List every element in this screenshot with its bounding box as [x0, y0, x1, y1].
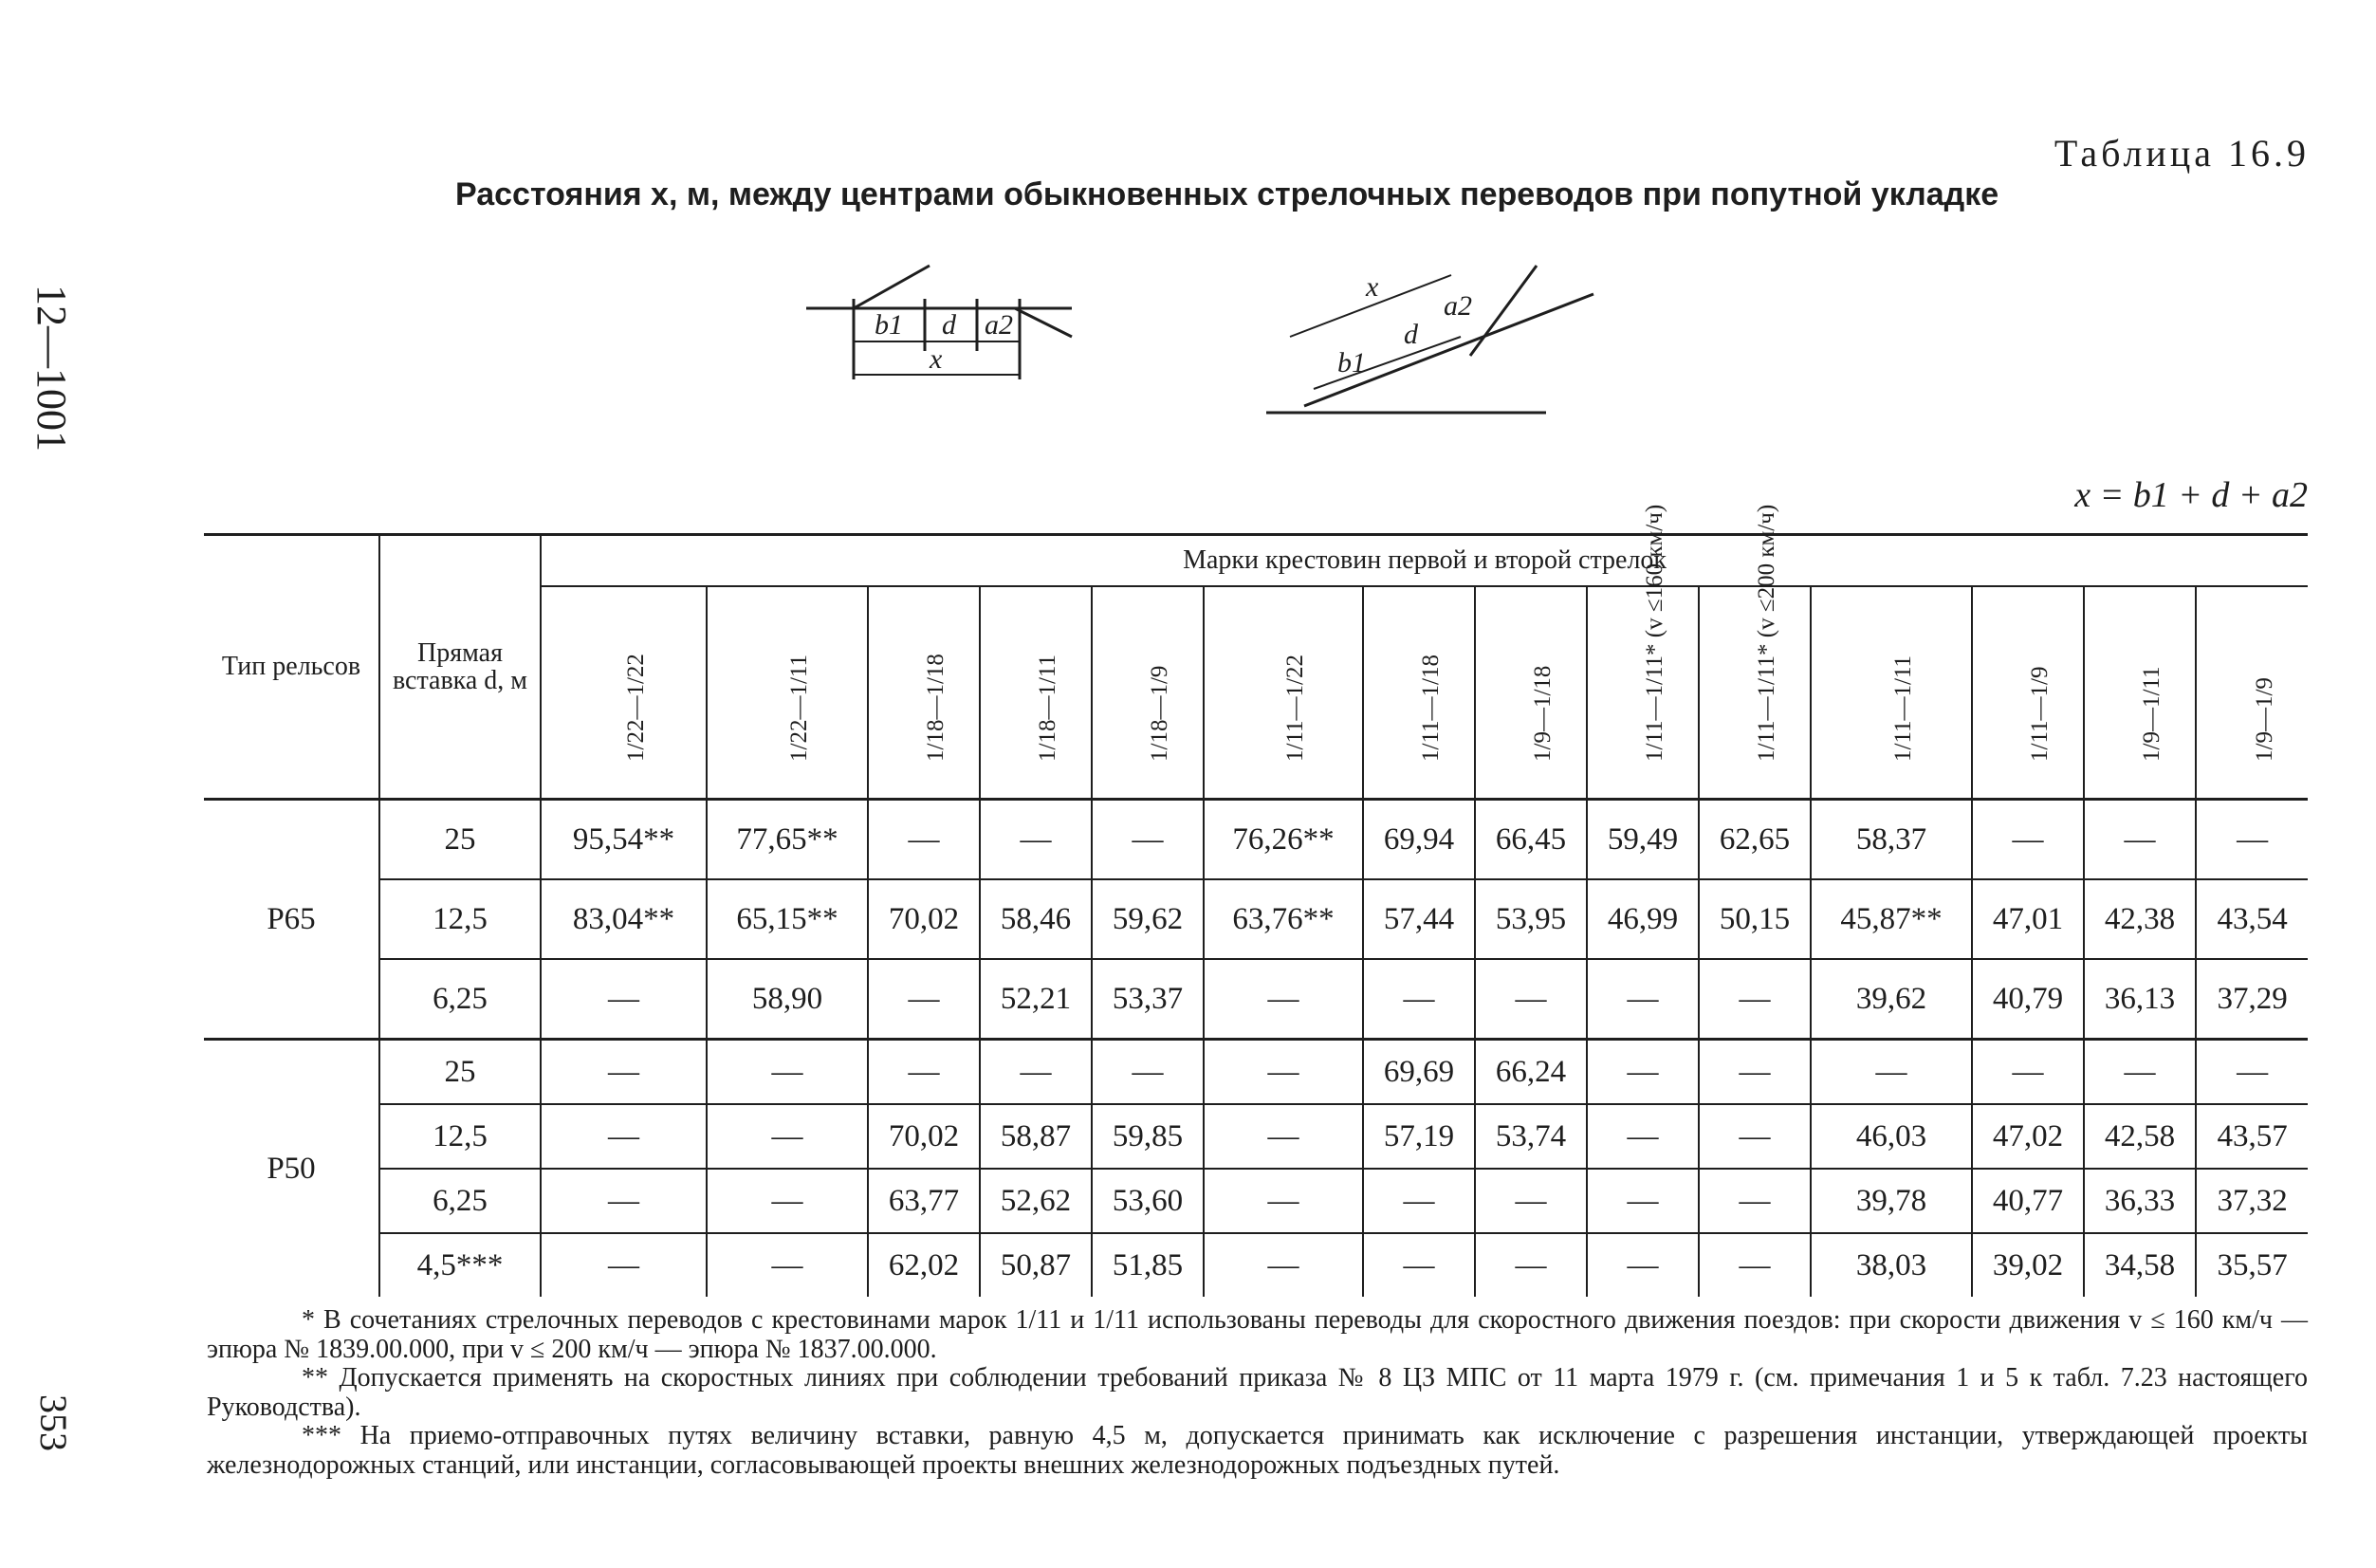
distance-cell: 58,37	[1811, 800, 1972, 880]
distance-cell: —	[541, 959, 707, 1040]
distance-cell: —	[1699, 959, 1811, 1040]
distance-cell: —	[1204, 1233, 1363, 1297]
distance-cell: 46,99	[1587, 879, 1699, 959]
distance-cell: —	[1204, 1169, 1363, 1233]
distance-cell: 43,54	[2196, 879, 2308, 959]
distance-cell: 77,65**	[707, 800, 868, 880]
distance-cell: —	[707, 1040, 868, 1105]
distance-cell: 70,02	[868, 879, 980, 959]
distance-cell: 39,02	[1972, 1233, 2084, 1297]
table-row	[204, 1040, 2308, 1105]
diagram-left-d: d	[942, 309, 956, 341]
distance-cell: —	[1475, 959, 1587, 1040]
distance-cell: 57,19	[1363, 1104, 1475, 1169]
column-header: 1/18—1/18	[923, 653, 949, 762]
distance-cell: —	[2196, 1040, 2308, 1105]
distance-cell: 59,62	[1092, 879, 1204, 959]
distance-cell: —	[541, 1233, 707, 1297]
distance-cell: 51,85	[1092, 1233, 1204, 1297]
diagram-right-x: x	[1366, 271, 1379, 303]
distance-cell: 76,26**	[1204, 800, 1363, 880]
distance-cell: —	[1204, 1040, 1363, 1105]
distance-cell: —	[868, 959, 980, 1040]
footnote: * В сочетаниях стрелочных переводов с крестовинами марок 1/11 и 1/11 использованы переводы для скоростного движения поездов: при скорости движения v ≤ 160 км/ч — эпюра № 1839.00.000, при v ≤ 200 км/ч — эпюра № 1837.00.000.	[207, 1305, 2308, 1364]
distance-cell: 63,76**	[1204, 879, 1363, 959]
table-label: Таблица 16.9	[2054, 132, 2310, 175]
table-row	[204, 959, 2308, 1040]
rail-type-cell: Р50	[204, 1040, 379, 1298]
distance-cell: 38,03	[1811, 1233, 1972, 1297]
distance-cell: —	[1363, 1233, 1475, 1297]
distance-cell: —	[707, 1104, 868, 1169]
distance-cell: —	[2084, 1040, 2196, 1105]
distance-cell: 53,60	[1092, 1169, 1204, 1233]
distance-cell: 53,37	[1092, 959, 1204, 1040]
distance-cell: 69,69	[1363, 1040, 1475, 1105]
distance-cell: 40,79	[1972, 959, 2084, 1040]
distance-cell: 37,32	[2196, 1169, 2308, 1233]
distance-cell: 42,38	[2084, 879, 2196, 959]
distance-cell: 63,77	[868, 1169, 980, 1233]
distance-cell: —	[1587, 1040, 1699, 1105]
distance-cell: 45,87**	[1811, 879, 1972, 959]
margin-document-code: 12—1001	[28, 285, 75, 452]
distance-cell: 52,21	[980, 959, 1092, 1040]
column-header: 1/11—1/11	[1890, 655, 1916, 762]
distance-cell: 53,95	[1475, 879, 1587, 959]
distance-cell: —	[1699, 1104, 1811, 1169]
distance-cell: 39,78	[1811, 1169, 1972, 1233]
distance-cell: 50,15	[1699, 879, 1811, 959]
distance-cell: 46,03	[1811, 1104, 1972, 1169]
distance-cell: 69,94	[1363, 800, 1475, 880]
column-header: 1/11—1/11* (v ≤160 км/ч)	[1642, 504, 1667, 762]
table-title: Расстояния x, м, между центрами обыкновенных стрелочных переводов при попутной укладке	[455, 176, 1999, 212]
footnote: *** На приемо-отправочных путях величину вставки, равную 4,5 м, допускается принимать как исключение с разрешения инстанции, утверждающей проекты железнодорожных станций, или инстанции, согласовывающей проекты внешних железнодорожных подъездных путей.	[207, 1421, 2308, 1480]
distance-cell: 58,90	[707, 959, 868, 1040]
distance-cell: —	[707, 1233, 868, 1297]
distance-cell: —	[1699, 1040, 1811, 1105]
distance-cell: 66,45	[1475, 800, 1587, 880]
column-header: 1/11—1/18	[1418, 654, 1444, 762]
footnote: ** Допускается применять на скоростных линиях при соблюдении требований приказа № 8 ЦЗ МПС от 11 марта 1979 г. (см. примечания 1 и 5 к табл. 7.23 настоящего Руководства).	[207, 1363, 2308, 1422]
distances-table	[204, 504, 2308, 1297]
distance-cell: 43,57	[2196, 1104, 2308, 1169]
distance-cell: 47,01	[1972, 879, 2084, 959]
diagram-left-a2: a2	[985, 309, 1013, 341]
distance-cell: 39,62	[1811, 959, 1972, 1040]
diagram-right-d: d	[1404, 319, 1418, 350]
distance-cell: —	[1363, 959, 1475, 1040]
distance-cell: 37,29	[2196, 959, 2308, 1040]
turnout-scheme-diagram	[787, 247, 1755, 436]
distance-cell: —	[2196, 800, 2308, 880]
page-number: 353	[32, 1394, 75, 1451]
distance-cell: 36,13	[2084, 959, 2196, 1040]
distance-cell: —	[1092, 800, 1204, 880]
diagram-left-b1: b1	[875, 309, 903, 341]
column-header: 1/22—1/22	[622, 653, 649, 762]
distance-cell: 62,02	[868, 1233, 980, 1297]
insert-length-cell: 6,25	[379, 959, 541, 1040]
distance-cell: —	[707, 1169, 868, 1233]
distance-cell: —	[1475, 1233, 1587, 1297]
insert-length-cell: 12,5	[379, 879, 541, 959]
distance-cell: 50,87	[980, 1233, 1092, 1297]
header-insert: Прямая вставка d, м	[379, 535, 541, 800]
distance-cell: 42,58	[2084, 1104, 2196, 1169]
header-marks: Марки крестовин первой и второй стрелок	[541, 535, 2308, 587]
distance-cell: —	[1363, 1169, 1475, 1233]
distance-cell: —	[541, 1040, 707, 1105]
distance-cell: —	[1699, 1169, 1811, 1233]
distance-cell: —	[1972, 1040, 2084, 1105]
distance-cell: 52,62	[980, 1169, 1092, 1233]
distance-cell: 65,15**	[707, 879, 868, 959]
footnotes	[207, 1306, 2308, 1480]
distance-cell: —	[1811, 1040, 1972, 1105]
distance-cell: 66,24	[1475, 1040, 1587, 1105]
distance-cell: —	[2084, 800, 2196, 880]
distance-cell: 58,46	[980, 879, 1092, 959]
column-header: 1/9—1/9	[2251, 676, 2277, 762]
distance-cell: —	[1587, 1233, 1699, 1297]
distance-cell: —	[1587, 959, 1699, 1040]
insert-length-cell: 12,5	[379, 1104, 541, 1169]
column-header: 1/18—1/11	[1035, 654, 1060, 762]
distance-cell: —	[868, 1040, 980, 1105]
column-header: 1/11—1/11* (v ≤200 км/ч)	[1754, 504, 1779, 762]
distance-cell: 59,49	[1587, 800, 1699, 880]
column-header: 1/9—1/18	[1530, 665, 1556, 762]
insert-length-cell: 4,5***	[379, 1233, 541, 1297]
distance-cell: —	[541, 1169, 707, 1233]
distance-cell: —	[980, 1040, 1092, 1105]
column-header: 1/18—1/9	[1147, 665, 1172, 762]
column-header: 1/9—1/11	[2139, 666, 2164, 762]
distance-cell: 47,02	[1972, 1104, 2084, 1169]
diagram-right-a2: a2	[1444, 290, 1472, 322]
distance-cell: —	[1204, 1104, 1363, 1169]
distance-cell: —	[541, 1104, 707, 1169]
distance-cell: 62,65	[1699, 800, 1811, 880]
distance-cell: —	[1972, 800, 2084, 880]
insert-length-cell: 6,25	[379, 1169, 541, 1233]
distance-cell: —	[868, 800, 980, 880]
column-header: 1/11—1/22	[1282, 654, 1308, 762]
distance-cell: —	[1204, 959, 1363, 1040]
distance-cell: 70,02	[868, 1104, 980, 1169]
column-header: 1/22—1/11	[786, 654, 812, 762]
distance-cell: —	[1475, 1169, 1587, 1233]
table-row	[204, 1104, 2308, 1169]
table-row	[204, 800, 2308, 880]
distance-cell: 34,58	[2084, 1233, 2196, 1297]
diagram-right-b1: b1	[1337, 347, 1366, 378]
column-header: 1/11—1/9	[2027, 666, 2053, 762]
distance-cell: 36,33	[2084, 1169, 2196, 1233]
insert-length-cell: 25	[379, 800, 541, 880]
diagram-left-x: x	[930, 343, 943, 375]
distance-cell: —	[1699, 1233, 1811, 1297]
distance-cell: 58,87	[980, 1104, 1092, 1169]
distance-cell: —	[980, 800, 1092, 880]
distance-cell: 83,04**	[541, 879, 707, 959]
distance-cell: 59,85	[1092, 1104, 1204, 1169]
distance-cell: 53,74	[1475, 1104, 1587, 1169]
formula: x = b1 + d + a2	[2074, 475, 2308, 515]
distance-cell: —	[1587, 1169, 1699, 1233]
rail-type-cell: Р65	[204, 800, 379, 1040]
distance-cell: 35,57	[2196, 1233, 2308, 1297]
table-row	[204, 1169, 2308, 1233]
distance-cell: —	[1587, 1104, 1699, 1169]
distance-cell: 57,44	[1363, 879, 1475, 959]
header-rail-type: Тип рельсов	[204, 535, 379, 800]
table-row	[204, 1233, 2308, 1297]
insert-length-cell: 25	[379, 1040, 541, 1105]
table-row	[204, 879, 2308, 959]
distance-cell: —	[1092, 1040, 1204, 1105]
distance-cell: 95,54**	[541, 800, 707, 880]
distance-cell: 40,77	[1972, 1169, 2084, 1233]
